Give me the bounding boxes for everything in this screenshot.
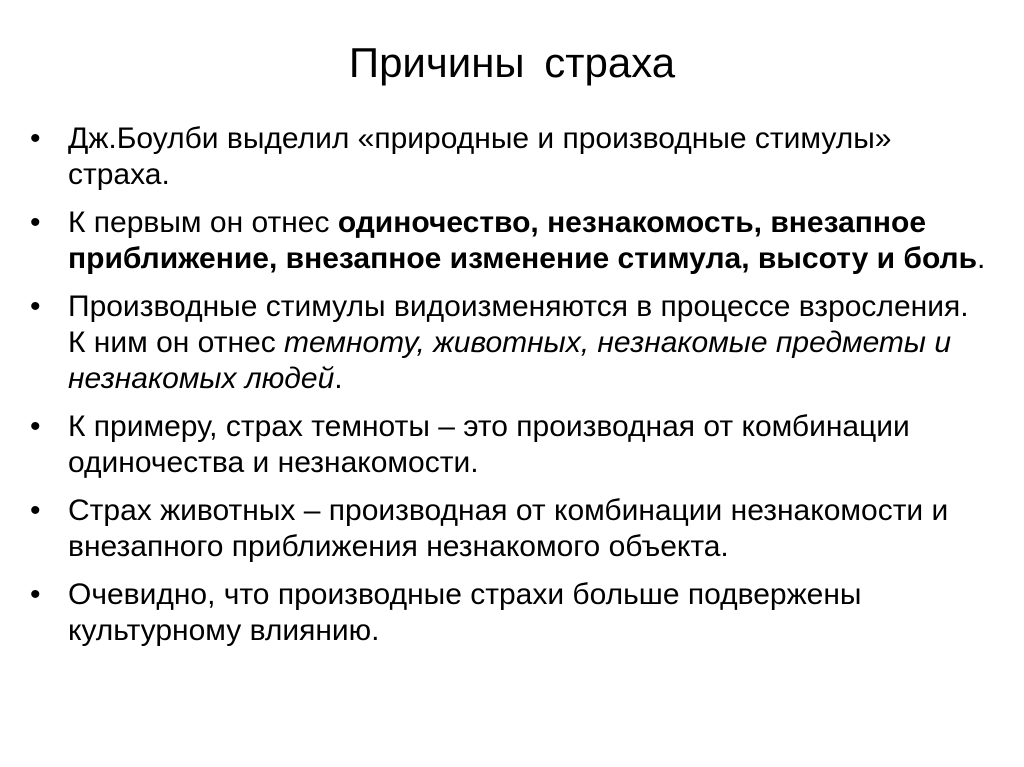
bullet-italic-text: темноту, животных, незнакомые предметы и незнакомых людей [68,326,952,395]
bullet-marker: • [30,410,41,443]
bullet-text: Дж.Боулби выделил «природные и производные стимулы» страха. [68,122,892,191]
bullet-item [30,493,990,565]
bullet-list [30,121,990,661]
slide-title: Причины страха [348,39,676,86]
bullet-item [30,409,990,481]
bullet-text-end: . [977,242,986,275]
bullet-text: Страх животных – производная от комбинации незнакомости и внезапного приближения незнакомого объекта. [68,494,949,563]
bullet-marker: • [30,578,41,611]
bullet-marker: • [30,290,41,323]
bullet-text: К примеру, страх темноты – это производная от комбинации одиночества и незнакомости. [68,410,910,479]
bullet-item [30,577,990,649]
bullet-item [30,289,990,397]
bullet-marker: • [30,494,41,527]
bullet-bold-text: одиночество, незнакомость, внезапное приближение, внезапное изменение стимула, высоту и боль [68,206,978,275]
bullet-item [30,121,990,193]
bullet-marker: • [30,206,41,239]
bullet-text: Очевидно, что производные страхи больше подвержены культурному влиянию. [68,578,862,647]
bullet-text-end: . [334,362,343,395]
bullet-text: Производные стимулы видоизменяются в процессе взросления. К ним он отнес [68,290,969,359]
bullet-marker: • [30,122,41,155]
bullet-text: К первым он отнес [68,206,338,239]
bullet-item [30,205,990,277]
